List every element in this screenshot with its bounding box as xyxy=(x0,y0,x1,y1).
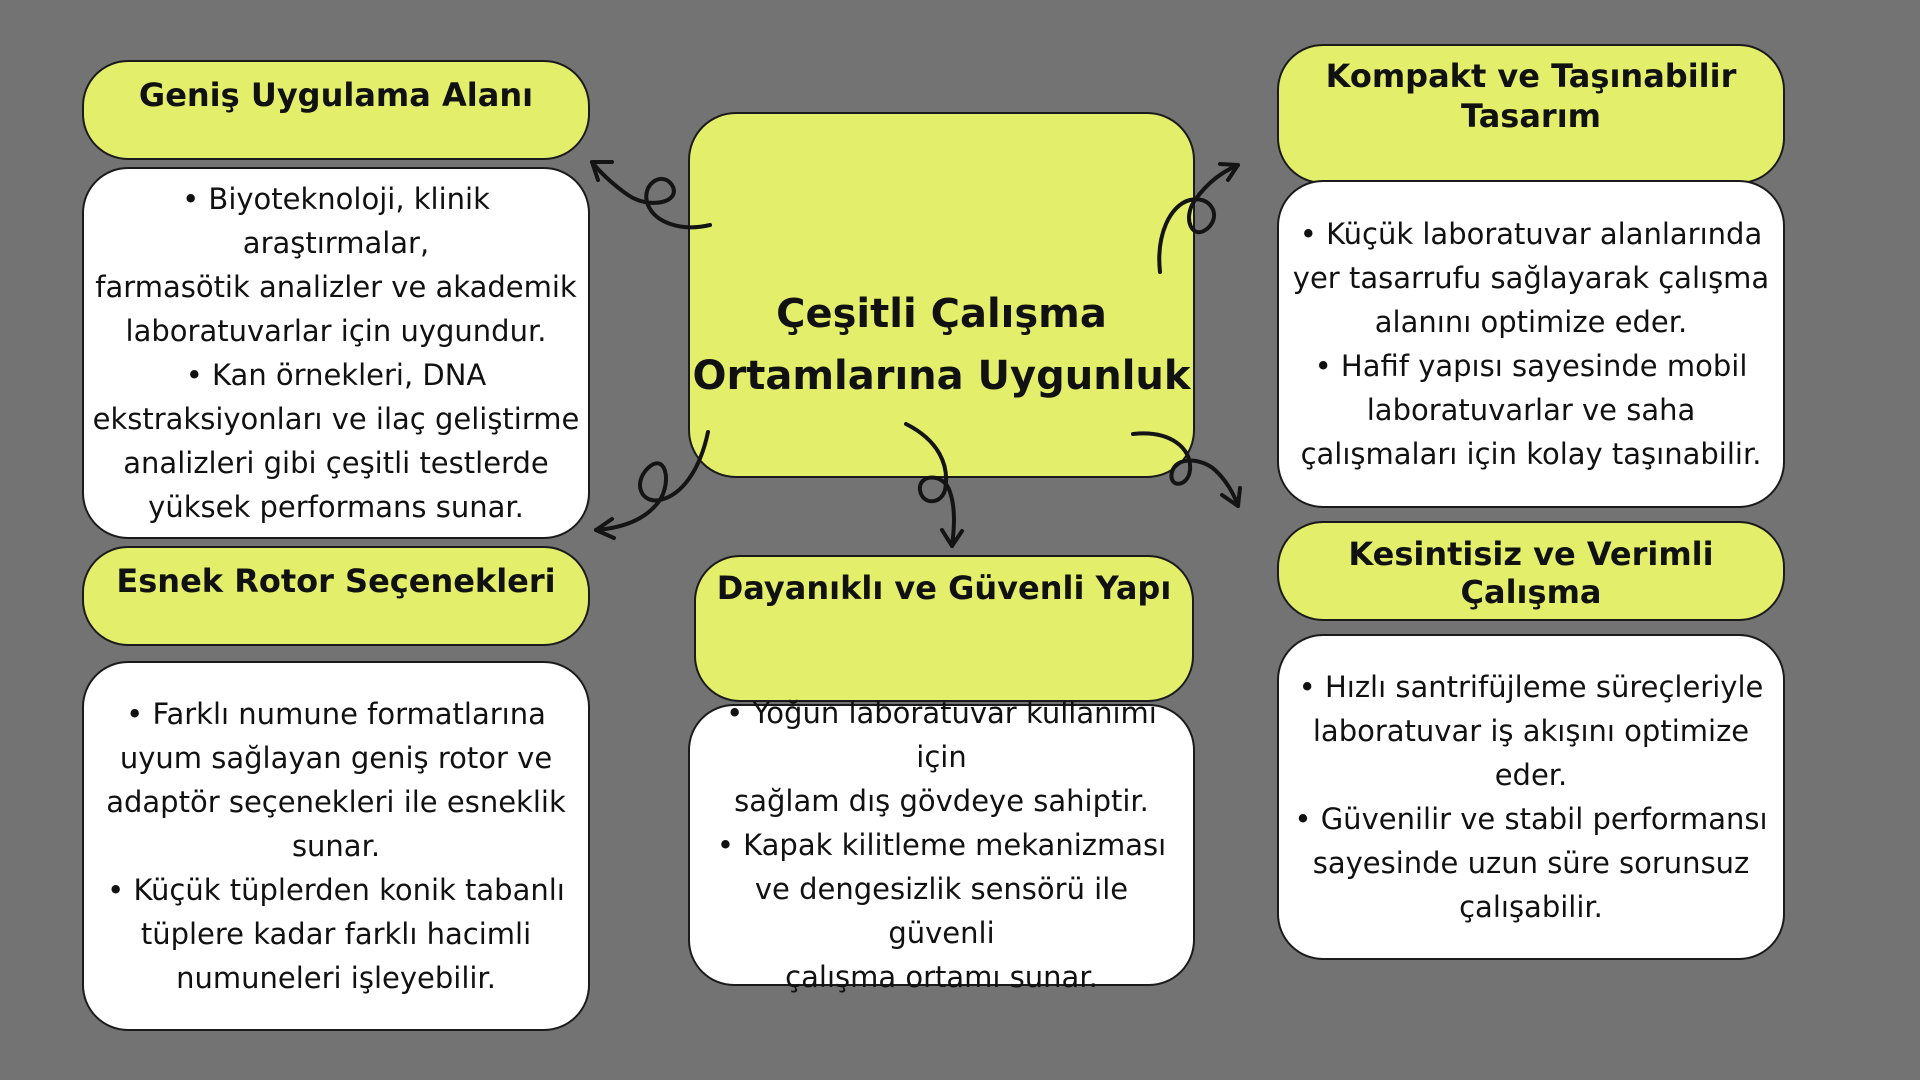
esnek-line: • Farklı numune formatlarına xyxy=(126,697,546,731)
center-title-line1: Çeşitli Çalışma xyxy=(776,291,1107,337)
dayanikli-line: çalışma ortamı sunar. xyxy=(785,960,1098,994)
genis-line: • Biyoteknoloji, klinik araştırmalar, xyxy=(182,182,490,260)
genis-title: Geniş Uygulama Alanı xyxy=(138,76,534,114)
kesintisiz-line: laboratuvar iş akışını optimize xyxy=(1312,714,1750,748)
genis-line: ekstraksiyonları ve ilaç geliştirme xyxy=(92,402,580,436)
dayanikli-title: Dayanıklı ve Güvenli Yapı xyxy=(716,569,1172,607)
genis-line: laboratuvarlar için uygundur. xyxy=(125,314,547,348)
kesintisiz-title: Kesintisiz ve Verimli Çalışma xyxy=(1348,535,1714,612)
arrow-to-kompakt xyxy=(1159,164,1238,272)
dayanikli-line: • Yoğun laboratuvar kullanımı için xyxy=(726,696,1157,774)
arrow-to-esnek xyxy=(596,432,708,538)
esnek-line: tüplere kadar farklı hacimli xyxy=(140,917,532,951)
kesintisiz-line: • Hızlı santrifüjleme süreçleriyle xyxy=(1298,670,1764,704)
kompakt-title-line1: Kompakt ve Taşınabilir xyxy=(1325,57,1737,95)
kesintisiz-line: çalışabilir. xyxy=(1459,890,1603,924)
arrow-to-genis xyxy=(592,162,710,227)
arrow-to-kesintisiz xyxy=(1133,433,1240,506)
esnek-line: • Küçük tüplerden konik tabanlı xyxy=(107,873,565,907)
genis-line: analizleri gibi çeşitli testlerde xyxy=(123,446,549,480)
arrow-to-dayanikli xyxy=(906,424,962,546)
dayanikli-line: ve dengesizlik sensörü ile güvenli xyxy=(754,872,1129,950)
genis-line: • Kan örnekleri, DNA xyxy=(185,358,487,392)
genis-line: yüksek performans sunar. xyxy=(148,490,524,524)
esnek-title: Esnek Rotor Seçenekleri xyxy=(116,562,556,600)
kesintisiz-line: eder. xyxy=(1494,758,1568,792)
kesintisiz-line: • Güvenilir ve stabil performansı xyxy=(1294,802,1768,836)
kompakt-line: yer tasarrufu sağlayarak çalışma xyxy=(1292,261,1770,295)
kompakt-title-line2: Tasarım xyxy=(1460,97,1602,135)
esnek-line: adaptör seçenekleri ile esneklik xyxy=(106,785,566,819)
dayanikli-line: • Kapak kilitleme mekanizması xyxy=(716,828,1167,862)
kompakt-line: laboratuvarlar ve saha xyxy=(1366,393,1696,427)
kompakt-line: • Küçük laboratuvar alanlarında xyxy=(1299,217,1763,251)
esnek-line: numuneleri işleyebilir. xyxy=(176,961,496,995)
esnek-line: sunar. xyxy=(291,829,381,863)
genis-line: farmasötik analizler ve akademik xyxy=(95,270,577,304)
center-title-line2: Ortamlarına Uygunluk xyxy=(692,353,1191,399)
kompakt-line: • Hafif yapısı sayesinde mobil xyxy=(1314,349,1748,383)
kompakt-line: alanını optimize eder. xyxy=(1374,305,1688,339)
esnek-line: uyum sağlayan geniş rotor ve xyxy=(119,741,553,775)
kesintisiz-line: sayesinde uzun süre sorunsuz xyxy=(1312,846,1750,880)
dayanikli-line: sağlam dış gövdeye sahiptir. xyxy=(734,784,1149,818)
kompakt-line: çalışmaları için kolay taşınabilir. xyxy=(1300,437,1762,471)
